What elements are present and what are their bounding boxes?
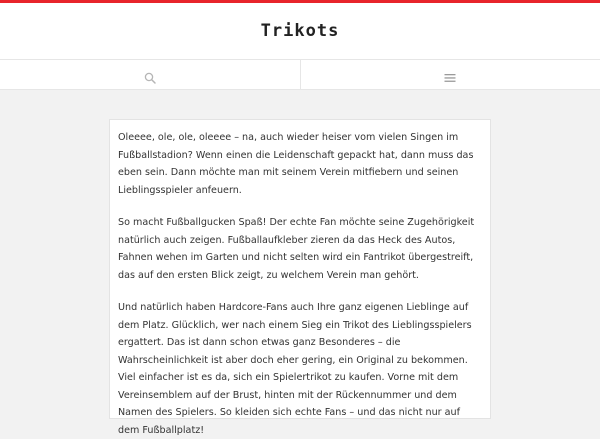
toolbar	[0, 60, 600, 90]
article-paragraph: Oleeee, ole, ole, oleeee – na, auch wieder heiser vom vielen Singen im Fußballstadion? Wenn einen die Leidenschaft gepackt hat, dann muss das eben sein. Dann möchte man mit seinem Verein mitfiebern und seinen Lieblingsspieler anfeuern.	[118, 129, 482, 199]
article-card	[109, 119, 491, 419]
search-button[interactable]	[0, 60, 301, 89]
article-paragraph: Und natürlich haben Hardcore-Fans auch Ihre ganz eigenen Lieblinge auf dem Platz. Glücklich, wer nach einem Sieg ein Trikot des Lieblingsspielers ergattert. Das ist dann schon etwas ganz Besonderes – die Wahrscheinlichkeit ist aber doch eher gering, ein Original zu bekommen. Viel einfacher ist es da, sich ein Spielertrikot zu kaufen. Vorne mit dem Vereinsemblem auf der Brust, hinten mit der Rückennummer und dem Namen des Spielers. So kleiden sich echte Fans – und das nicht nur auf dem Fußballplatz!	[118, 299, 482, 439]
article-paragraph: So macht Fußballgucken Spaß! Der echte Fan möchte seine Zugehörigkeit natürlich auch zeigen. Fußballaufkleber zieren da das Heck des Autos, Fahnen wehen im Garten und nicht selten wird ein Fantrikot übergestreift, das auf den ersten Blick zeigt, zu welchem Verein man gehört.	[118, 214, 482, 284]
site-title[interactable]: Trikots	[261, 21, 340, 41]
main-content	[0, 90, 600, 419]
menu-button[interactable]	[301, 60, 600, 89]
search-icon[interactable]	[144, 69, 156, 81]
hamburger-menu-icon[interactable]	[444, 69, 456, 81]
site-header	[0, 3, 600, 60]
